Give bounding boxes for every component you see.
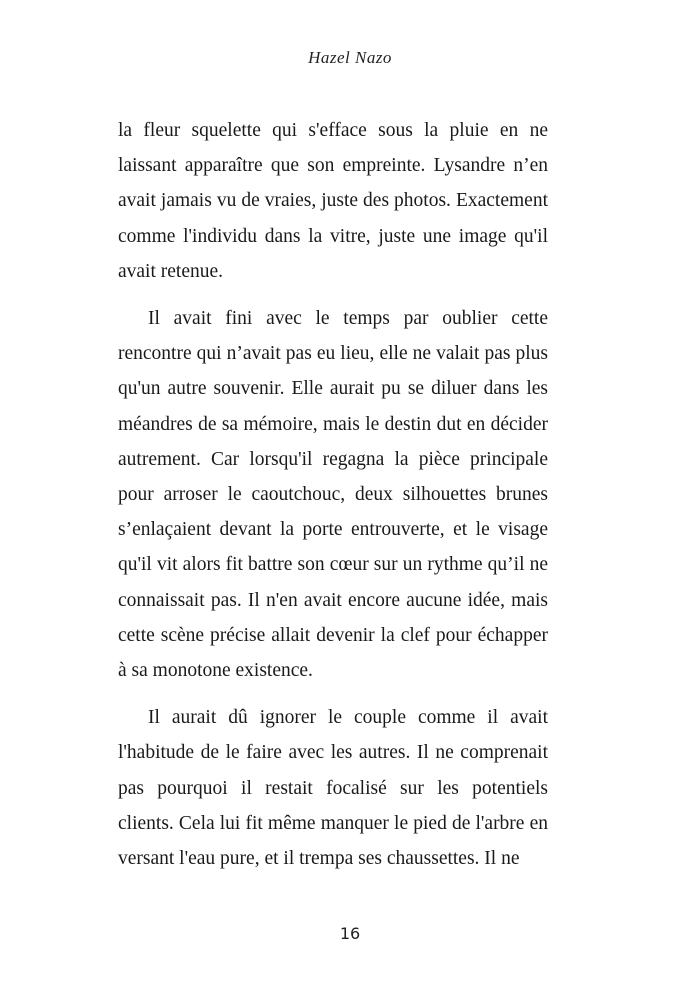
page-number: 16 [339,924,361,943]
paragraph-1: la fleur squelette qui s'efface sous la pluie en ne laissant apparaître que son empreinte. Lysandre n’en avait jamais vu de vraies, juste des photos. Exactement comme l'individu dans la vitre, juste une image qu'il avait retenue. [118,120,548,282]
page-body-text [118,113,548,876]
paragraph-3: Il aurait dû ignorer le couple comme il avait l'habitude de le faire avec les autres. Il ne comprenait pas pourquoi il restait focalisé sur les potentiels clients. Cela lui fit même manquer le pied de l'arbre en versant l'eau pure, et il trempa ses chaussettes. Il ne [118,707,548,870]
paragraph-2: Il avait fini avec le temps par oublier cette rencontre qui n’avait pas eu lieu, elle ne valait pas plus qu'un autre souvenir. Elle aurait pu se diluer dans les méandres de sa mémoire, mais le destin dut en décider autrement. Car lorsqu'il regagna la pièce principale pour arroser le caoutchouc, deux silhouettes brunes s’enlaçaient devant la porte entrouverte, et le visage qu'il vit alors fit battre son cœur sur un rythme qu’il ne connaissait pas. Il n'en avait encore aucune idée, mais cette scène précise allait devenir la clef pour échapper à sa monotone existence. [118,308,548,682]
running-head-author: Hazel Nazo [308,48,392,67]
